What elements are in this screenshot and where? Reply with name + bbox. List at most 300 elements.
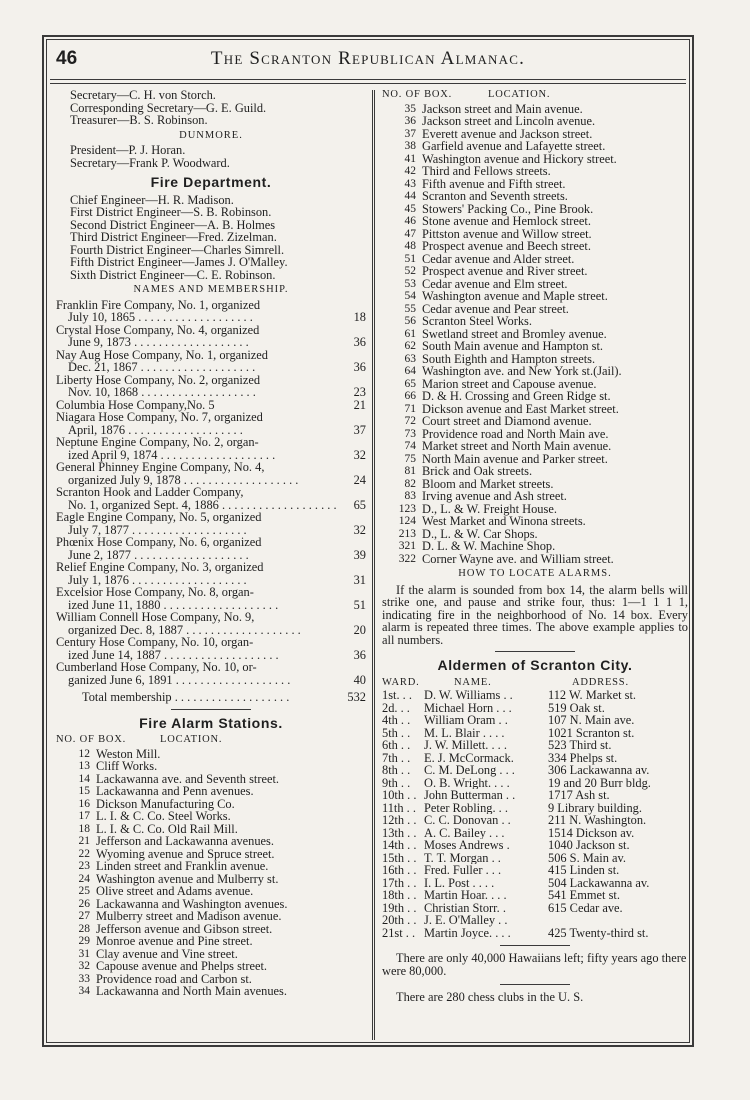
- company-entry: [56, 611, 366, 636]
- box-number: 62: [404, 340, 416, 352]
- aldermen-table-header: [382, 677, 688, 690]
- company-count: 20: [353, 622, 366, 637]
- alderman-ward: 9th . .: [382, 775, 411, 790]
- company-name: Excelsior Hose Company, No. 8, organ-: [56, 585, 254, 599]
- alderman-row: [382, 877, 688, 890]
- box-number: 53: [404, 277, 416, 290]
- company-name: Niagara Hose Company, No. 7, organized: [56, 410, 263, 424]
- box-location: Court street and Diamond avenue.: [422, 414, 592, 428]
- alderman-row: [382, 902, 688, 915]
- company-entry: [56, 486, 366, 511]
- company-date: [56, 311, 338, 324]
- organized-date: June 9, 1873: [68, 335, 131, 349]
- station-row: [382, 465, 688, 478]
- company-name: Phœnix Hose Company, No. 6, organized: [56, 535, 262, 549]
- box-location: Jackson street and Main avenue.: [422, 101, 583, 116]
- box-location: Wyoming avenue and Spruce street.: [96, 846, 275, 861]
- alderman-ward: 19th . .: [382, 900, 417, 915]
- alderman-address: 211 N. Washington.: [548, 813, 647, 828]
- fire-alarm-heading: Fire Alarm Stations.: [139, 714, 283, 731]
- box-number: 54: [404, 290, 416, 302]
- box-location: Corner Wayne ave. and William street.: [422, 551, 614, 566]
- alderman-name: Martin Hoar. . . .: [424, 889, 507, 902]
- company-name: Franklin Fire Company, No. 1, organized: [56, 297, 261, 312]
- company-count: 18: [353, 310, 366, 324]
- company-entry: [56, 586, 366, 611]
- alderman-name: E. J. McCormack.: [424, 751, 514, 765]
- alderman-name: J. E. O'Malley . .: [424, 914, 508, 927]
- alderman-ward: 10th . .: [382, 788, 417, 803]
- organized-date: July 7, 1877: [68, 522, 129, 537]
- box-location: Providence road and Carbon st.: [96, 971, 252, 986]
- company-count: 36: [353, 335, 366, 349]
- box-location: Monroe avenue and Pine street.: [96, 934, 253, 948]
- box-number: 28: [78, 922, 90, 935]
- officer-line: Corresponding Secretary—G. E. Guild.: [70, 100, 267, 115]
- page-number: 46: [56, 48, 78, 69]
- box-location: Linden street and Franklin avenue.: [96, 859, 269, 873]
- engineer-line: Fifth District Engineer—James J. O'Malley.: [70, 255, 288, 269]
- company-count: 24: [353, 472, 366, 487]
- box-number: 82: [404, 477, 416, 490]
- box-location: Stone avenue and Hemlock street.: [422, 214, 591, 228]
- organized-date: ganized June 6, 1891: [68, 672, 173, 687]
- officer-line: Secretary—C. H. von Storch.: [70, 88, 216, 102]
- box-number: 23: [78, 860, 90, 872]
- alderman-name: William Oram . .: [424, 714, 508, 727]
- box-number: 63: [404, 352, 416, 365]
- company-entry: [56, 536, 366, 561]
- box-location: Bloom and Market streets.: [422, 476, 554, 491]
- alderman-ward: 15th . .: [382, 850, 417, 865]
- leader-dots: [131, 335, 249, 349]
- hawaiians-fact: There are only 40,000 Hawaiians left; fifty years ago there were 80,000.: [382, 951, 687, 979]
- alderman-row: [382, 739, 688, 752]
- box-location: Olive street and Adams avenue.: [96, 884, 254, 898]
- company-count: 37: [353, 422, 366, 437]
- station-row: [382, 190, 688, 203]
- box-location: Washington avenue and Mulberry st.: [96, 871, 279, 886]
- box-location: Cedar avenue and Elm street.: [422, 276, 568, 291]
- alderman-row: [382, 777, 688, 790]
- alderman-row: [382, 839, 688, 852]
- box-location: Irving avenue and Ash street.: [422, 489, 567, 503]
- box-location: L. I. & C. Co. Old Rail Mill.: [96, 821, 238, 836]
- box-location: Cliff Works.: [96, 759, 158, 773]
- box-location: North Main avenue and Parker street.: [422, 451, 608, 466]
- box-number: 15: [78, 785, 90, 797]
- company-name: Relief Engine Company, No. 3, organized: [56, 560, 264, 574]
- leader-dots: [172, 690, 290, 704]
- box-number: 16: [78, 797, 90, 810]
- alderman-ward: 18th . .: [382, 888, 417, 903]
- organized-date: Nov. 10, 1868: [68, 385, 139, 399]
- company-name: Columbia Hose Company,No. 5: [56, 397, 215, 412]
- stations-list: [56, 748, 366, 998]
- box-number: 21: [78, 835, 90, 847]
- alderman-name: Peter Robling. . .: [424, 801, 508, 815]
- box-number: 32: [78, 960, 90, 972]
- company-entry: [56, 461, 366, 486]
- alderman-name: Christian Storr. .: [424, 901, 506, 915]
- alderman-ward: 6th . .: [382, 738, 411, 753]
- station-row: [382, 290, 688, 303]
- company-entry: [56, 511, 366, 536]
- alderman-ward: 16th . .: [382, 863, 417, 878]
- box-number: 72: [404, 415, 416, 427]
- organized-date: ized April 9, 1874: [68, 447, 158, 462]
- company-entry: [56, 661, 366, 686]
- box-number: 38: [404, 140, 416, 152]
- box-location: Washington ave. and New York st.(Jail).: [422, 364, 622, 378]
- company-date: [56, 361, 338, 374]
- alderman-name: D. W. Williams . .: [424, 689, 513, 702]
- box-location: Garfield avenue and Lafayette street.: [422, 139, 606, 153]
- company-name: Eagle Engine Company, No. 5, organized: [56, 510, 262, 524]
- box-number: 18: [78, 822, 90, 835]
- alderman-address: 504 Lackawanna av.: [548, 875, 650, 890]
- box-number: 124: [398, 515, 416, 527]
- alderman-name: O. B. Wright. . . .: [424, 776, 510, 790]
- alderman-ward: 4th . .: [382, 713, 411, 728]
- total-count: 532: [347, 690, 366, 704]
- alderman-address: 506 S. Main av.: [548, 850, 627, 865]
- station-row: [382, 265, 688, 278]
- alderman-ward: 17th . .: [382, 875, 417, 890]
- alderman-address: 541 Emmet st.: [548, 888, 620, 903]
- names-membership-heading: NAMES AND MEMBERSHIP.: [133, 284, 289, 295]
- station-row: [56, 885, 366, 898]
- alderman-name: A. C. Bailey . . .: [424, 826, 505, 840]
- section-rule: [171, 709, 251, 710]
- station-row: [382, 440, 688, 453]
- box-number: 26: [78, 897, 90, 910]
- alderman-name: C. C. Donovan . .: [424, 814, 511, 827]
- company-count: 21: [353, 397, 366, 412]
- alderman-row: [382, 689, 688, 702]
- fire-department-heading: Fire Department.: [150, 174, 272, 190]
- leader-dots: [138, 360, 256, 374]
- alderman-address: 615 Cedar ave.: [548, 900, 623, 915]
- alderman-ward: 20th . .: [382, 913, 417, 928]
- alderman-address: 107 N. Main ave.: [548, 713, 635, 728]
- organized-date: organized Dec. 8, 1887: [68, 622, 184, 637]
- alderman-address: 19 and 20 Burr bldg.: [548, 775, 651, 790]
- alderman-ward: 14th . .: [382, 838, 417, 853]
- company-name: Nay Aug Hose Company, No. 1, organized: [56, 347, 268, 362]
- alderman-ward: 13th . .: [382, 825, 417, 840]
- company-name: William Connell Hose Company, No. 9,: [56, 610, 255, 624]
- alderman-address: 1040 Jackson st.: [548, 838, 630, 853]
- station-row: [382, 240, 688, 253]
- alderman-ward: 5th . .: [382, 725, 411, 740]
- company-count: 40: [353, 672, 366, 687]
- box-location: Stowers' Packing Co., Pine Brook.: [422, 201, 594, 216]
- box-number: 29: [78, 935, 90, 947]
- officers-list: [56, 89, 366, 127]
- company-count: 31: [353, 572, 366, 587]
- organized-date: Dec. 21, 1867: [68, 360, 138, 374]
- organized-date: June 2, 1877: [68, 547, 131, 562]
- box-number: 123: [398, 502, 416, 515]
- box-number: 74: [404, 440, 416, 452]
- box-number: 55: [404, 302, 416, 315]
- box-number: 75: [404, 452, 416, 465]
- alderman-address: 306 Lackawanna av.: [548, 763, 650, 778]
- alderman-address: 519 Oak st.: [548, 700, 605, 715]
- box-location: D., L. & W. Car Shops.: [422, 526, 538, 541]
- company-entry: [56, 299, 366, 324]
- alderman-row: [382, 814, 688, 827]
- box-location: South Eighth and Hampton streets.: [422, 351, 596, 366]
- company-entry: [56, 411, 366, 436]
- box-location: Prospect avenue and River street.: [422, 264, 588, 278]
- station-row: [382, 315, 688, 328]
- station-row: [56, 810, 366, 823]
- alderman-name: J. W. Millett. . . .: [424, 739, 507, 752]
- station-row: [56, 760, 366, 773]
- box-location: Jackson street and Lincoln avenue.: [422, 114, 596, 128]
- box-number: 321: [398, 540, 416, 552]
- box-location: Providence road and North Main ave.: [422, 426, 609, 441]
- box-location: Cedar avenue and Alder street.: [422, 251, 575, 266]
- box-number: 37: [404, 127, 416, 140]
- box-location: Jefferson avenue and Gibson street.: [96, 921, 273, 936]
- header-rule: [50, 79, 686, 84]
- box-location: Lackawanna ave. and Seventh street.: [96, 771, 280, 786]
- box-number: 42: [404, 165, 416, 177]
- dunmore-heading: DUNMORE.: [179, 129, 243, 141]
- alderman-name: C. M. DeLong . . .: [424, 764, 515, 777]
- alderman-address: 112 W. Market st.: [548, 688, 636, 703]
- station-row: [56, 860, 366, 873]
- alderman-ward: 21st . .: [382, 925, 416, 940]
- station-row: [382, 115, 688, 128]
- company-count: 32: [353, 447, 366, 462]
- box-number: 35: [404, 102, 416, 115]
- alderman-row: [382, 852, 688, 865]
- company-name: Crystal Hose Company, No. 4, organized: [56, 322, 260, 337]
- leader-dots: [135, 310, 253, 324]
- alderman-row: [382, 927, 688, 940]
- alderman-name: M. L. Blair . . . .: [424, 726, 505, 740]
- box-location: Swetland street and Bromley avenue.: [422, 326, 607, 341]
- box-location: Capouse avenue and Phelps street.: [96, 959, 268, 973]
- box-number: 34: [78, 985, 90, 997]
- engineer-line: Fourth District Engineer—Charles Simrell.: [70, 242, 285, 257]
- box-location: Marion street and Capouse avenue.: [422, 376, 597, 391]
- alderman-address: 1717 Ash st.: [548, 788, 610, 803]
- alderman-ward: 8th . .: [382, 763, 411, 778]
- box-number: 25: [78, 885, 90, 897]
- box-location: D., L. & W. Freight House.: [422, 501, 557, 516]
- alderman-row: [382, 889, 688, 902]
- organized-date: April, 1876: [68, 422, 126, 437]
- alderman-name: Fred. Fuller . . .: [424, 864, 502, 877]
- station-row: [56, 985, 366, 998]
- station-row: [382, 415, 688, 428]
- station-row: [56, 835, 366, 848]
- station-row: [382, 165, 688, 178]
- box-number: 56: [404, 315, 416, 327]
- company-name: Liberty Hose Company, No. 2, organized: [56, 372, 261, 387]
- alderman-address: 523 Third st.: [548, 738, 612, 753]
- box-number: 45: [404, 202, 416, 215]
- box-location: Scranton and Seventh streets.: [422, 189, 568, 203]
- alderman-address: 1021 Scranton st.: [548, 725, 635, 740]
- company-entry: [56, 436, 366, 461]
- station-row: [382, 390, 688, 403]
- box-number: 61: [404, 327, 416, 340]
- stations-list: [382, 103, 688, 566]
- alderman-ward: 11th . .: [382, 800, 416, 815]
- box-location: Washington avenue and Maple street.: [422, 289, 608, 303]
- box-number: 46: [404, 215, 416, 227]
- company-count: 23: [353, 385, 366, 399]
- box-number: 47: [404, 227, 416, 240]
- box-number: 41: [404, 152, 416, 165]
- station-row: [382, 140, 688, 153]
- locate-alarms-text: If the alarm is sounded from box 14, the alarm bells will strike one, and pause and strike four, thus: 1—1 1 1 1, indicating fire in the neighborhood of No. 14 box. Every alarm is repeated three times. The above example applies to all numbers.: [382, 582, 688, 647]
- alderman-name: Michael Horn . . .: [424, 701, 512, 715]
- col-address-header: ADDRESS.: [572, 676, 629, 688]
- box-location: Dickson avenue and East Market street.: [422, 401, 619, 416]
- box-number: 22: [78, 847, 90, 860]
- station-row: [382, 215, 688, 228]
- leader-dots: [138, 385, 256, 399]
- engineer-line: Second District Engineer—A. B. Holmes: [70, 217, 276, 232]
- box-number: 65: [404, 377, 416, 390]
- box-number: 83: [404, 490, 416, 502]
- station-row: [382, 553, 688, 566]
- box-location: Everett avenue and Jackson street.: [422, 126, 593, 141]
- col-name-header: NAME.: [454, 676, 492, 688]
- box-number: 13: [78, 760, 90, 772]
- alderman-address: 334 Phelps st.: [548, 750, 618, 765]
- company-entry: [56, 324, 366, 349]
- company-date: [56, 386, 338, 399]
- box-location: Fifth avenue and Fifth street.: [422, 176, 566, 191]
- box-location: Pittston avenue and Willow street.: [422, 226, 592, 241]
- box-location: Brick and Oak streets.: [422, 464, 533, 478]
- box-number: 213: [398, 527, 416, 540]
- box-number: 36: [404, 115, 416, 127]
- alderman-row: [382, 727, 688, 740]
- company-entry: [56, 561, 366, 586]
- box-location: Lackawanna and North Main avenues.: [96, 984, 287, 998]
- alderman-name: John Butterman . .: [424, 789, 516, 802]
- box-number: 44: [404, 190, 416, 202]
- company-count: 32: [353, 522, 366, 537]
- organized-date: July 10, 1865: [68, 310, 136, 324]
- col-box-header: NO. OF BOX.: [382, 89, 453, 100]
- alderman-row: [382, 702, 688, 715]
- box-location: Weston Mill.: [96, 746, 161, 761]
- organized-date: July 1, 1876: [68, 572, 129, 587]
- engineers-list: [56, 194, 366, 282]
- station-row: [382, 365, 688, 378]
- station-row: [56, 935, 366, 948]
- col-location-header: LOCATION.: [488, 89, 551, 100]
- col-ward-header: WARD.: [382, 676, 420, 688]
- alderman-address: 9 Library building.: [548, 800, 642, 815]
- box-location: Clay avenue and Vine street.: [96, 946, 238, 961]
- box-number: 322: [398, 552, 416, 565]
- company-name: Scranton Hook and Ladder Company,: [56, 485, 244, 499]
- aldermen-heading: Aldermen of Scranton City.: [437, 657, 633, 674]
- box-number: 33: [78, 972, 90, 985]
- total-label: Total membership: [82, 690, 172, 704]
- section-rule: [500, 945, 570, 946]
- officer-line: President—P. J. Horan.: [70, 143, 186, 157]
- alderman-ward: 7th . .: [382, 750, 411, 765]
- engineer-line: First District Engineer—S. B. Robinson.: [70, 205, 272, 219]
- box-number: 52: [404, 265, 416, 277]
- box-location: Lackawanna and Washington avenues.: [96, 896, 288, 911]
- organized-date: No. 1, organized Sept. 4, 1886: [68, 497, 219, 512]
- box-number: 64: [404, 365, 416, 377]
- organized-date: organized July 9, 1878: [68, 472, 181, 487]
- box-location: Cedar avenue and Pear street.: [422, 301, 569, 316]
- box-number: 48: [404, 240, 416, 252]
- company-name: Cumberland Hose Company, No. 10, or-: [56, 660, 257, 674]
- company-count: 51: [353, 597, 366, 612]
- dunmore-list: [56, 144, 366, 169]
- stations-table-header: [382, 89, 688, 102]
- box-location: Mulberry street and Madison avenue.: [96, 909, 282, 923]
- organized-date: ized June 14, 1887: [68, 647, 161, 662]
- box-number: 81: [404, 465, 416, 477]
- page-header: [50, 42, 686, 76]
- companies-list: [56, 299, 366, 687]
- section-rule: [500, 984, 570, 985]
- box-location: Jefferson and Lackawanna avenues.: [96, 834, 274, 848]
- left-column: [56, 89, 366, 998]
- alderman-name: Martin Joyce. . . .: [424, 926, 511, 940]
- box-number: 31: [78, 947, 90, 960]
- locate-alarms-heading: HOW TO LOCATE ALARMS.: [458, 568, 612, 579]
- section-rule: [495, 651, 575, 652]
- company-entry: [56, 349, 366, 374]
- company-count: 65: [353, 497, 366, 512]
- box-number: 73: [404, 427, 416, 440]
- page-title: The Scranton Republican Almanac.: [210, 48, 526, 69]
- box-location: L. I. & C. Co. Steel Works.: [96, 809, 231, 823]
- alderman-name: T. T. Morgan . .: [424, 851, 501, 865]
- total-membership: [56, 691, 366, 704]
- engineer-line: Sixth District Engineer—C. E. Robinson.: [70, 267, 276, 282]
- box-number: 24: [78, 872, 90, 885]
- company-name: General Phinney Engine Company, No. 4,: [56, 460, 265, 474]
- aldermen-list: [382, 689, 688, 939]
- company-name: Century Hose Company, No. 10, organ-: [56, 635, 254, 649]
- company-entry: [56, 374, 366, 399]
- alderman-address: 415 Linden st.: [548, 863, 620, 878]
- station-row: [382, 540, 688, 553]
- alderman-name: I. L. Post . . . .: [424, 876, 495, 890]
- box-location: Market street and North Main avenue.: [422, 439, 612, 453]
- alderman-ward: 2d. . .: [382, 700, 410, 715]
- box-number: 14: [78, 772, 90, 785]
- company-count: 39: [353, 547, 366, 562]
- box-location: Washington avenue and Hickory street.: [422, 151, 617, 166]
- station-row: [56, 785, 366, 798]
- station-row: [56, 960, 366, 973]
- organized-date: ized June 11, 1880: [68, 597, 161, 612]
- box-location: Third and Fellows streets.: [422, 164, 551, 178]
- box-number: 71: [404, 402, 416, 415]
- right-column: [382, 89, 688, 1004]
